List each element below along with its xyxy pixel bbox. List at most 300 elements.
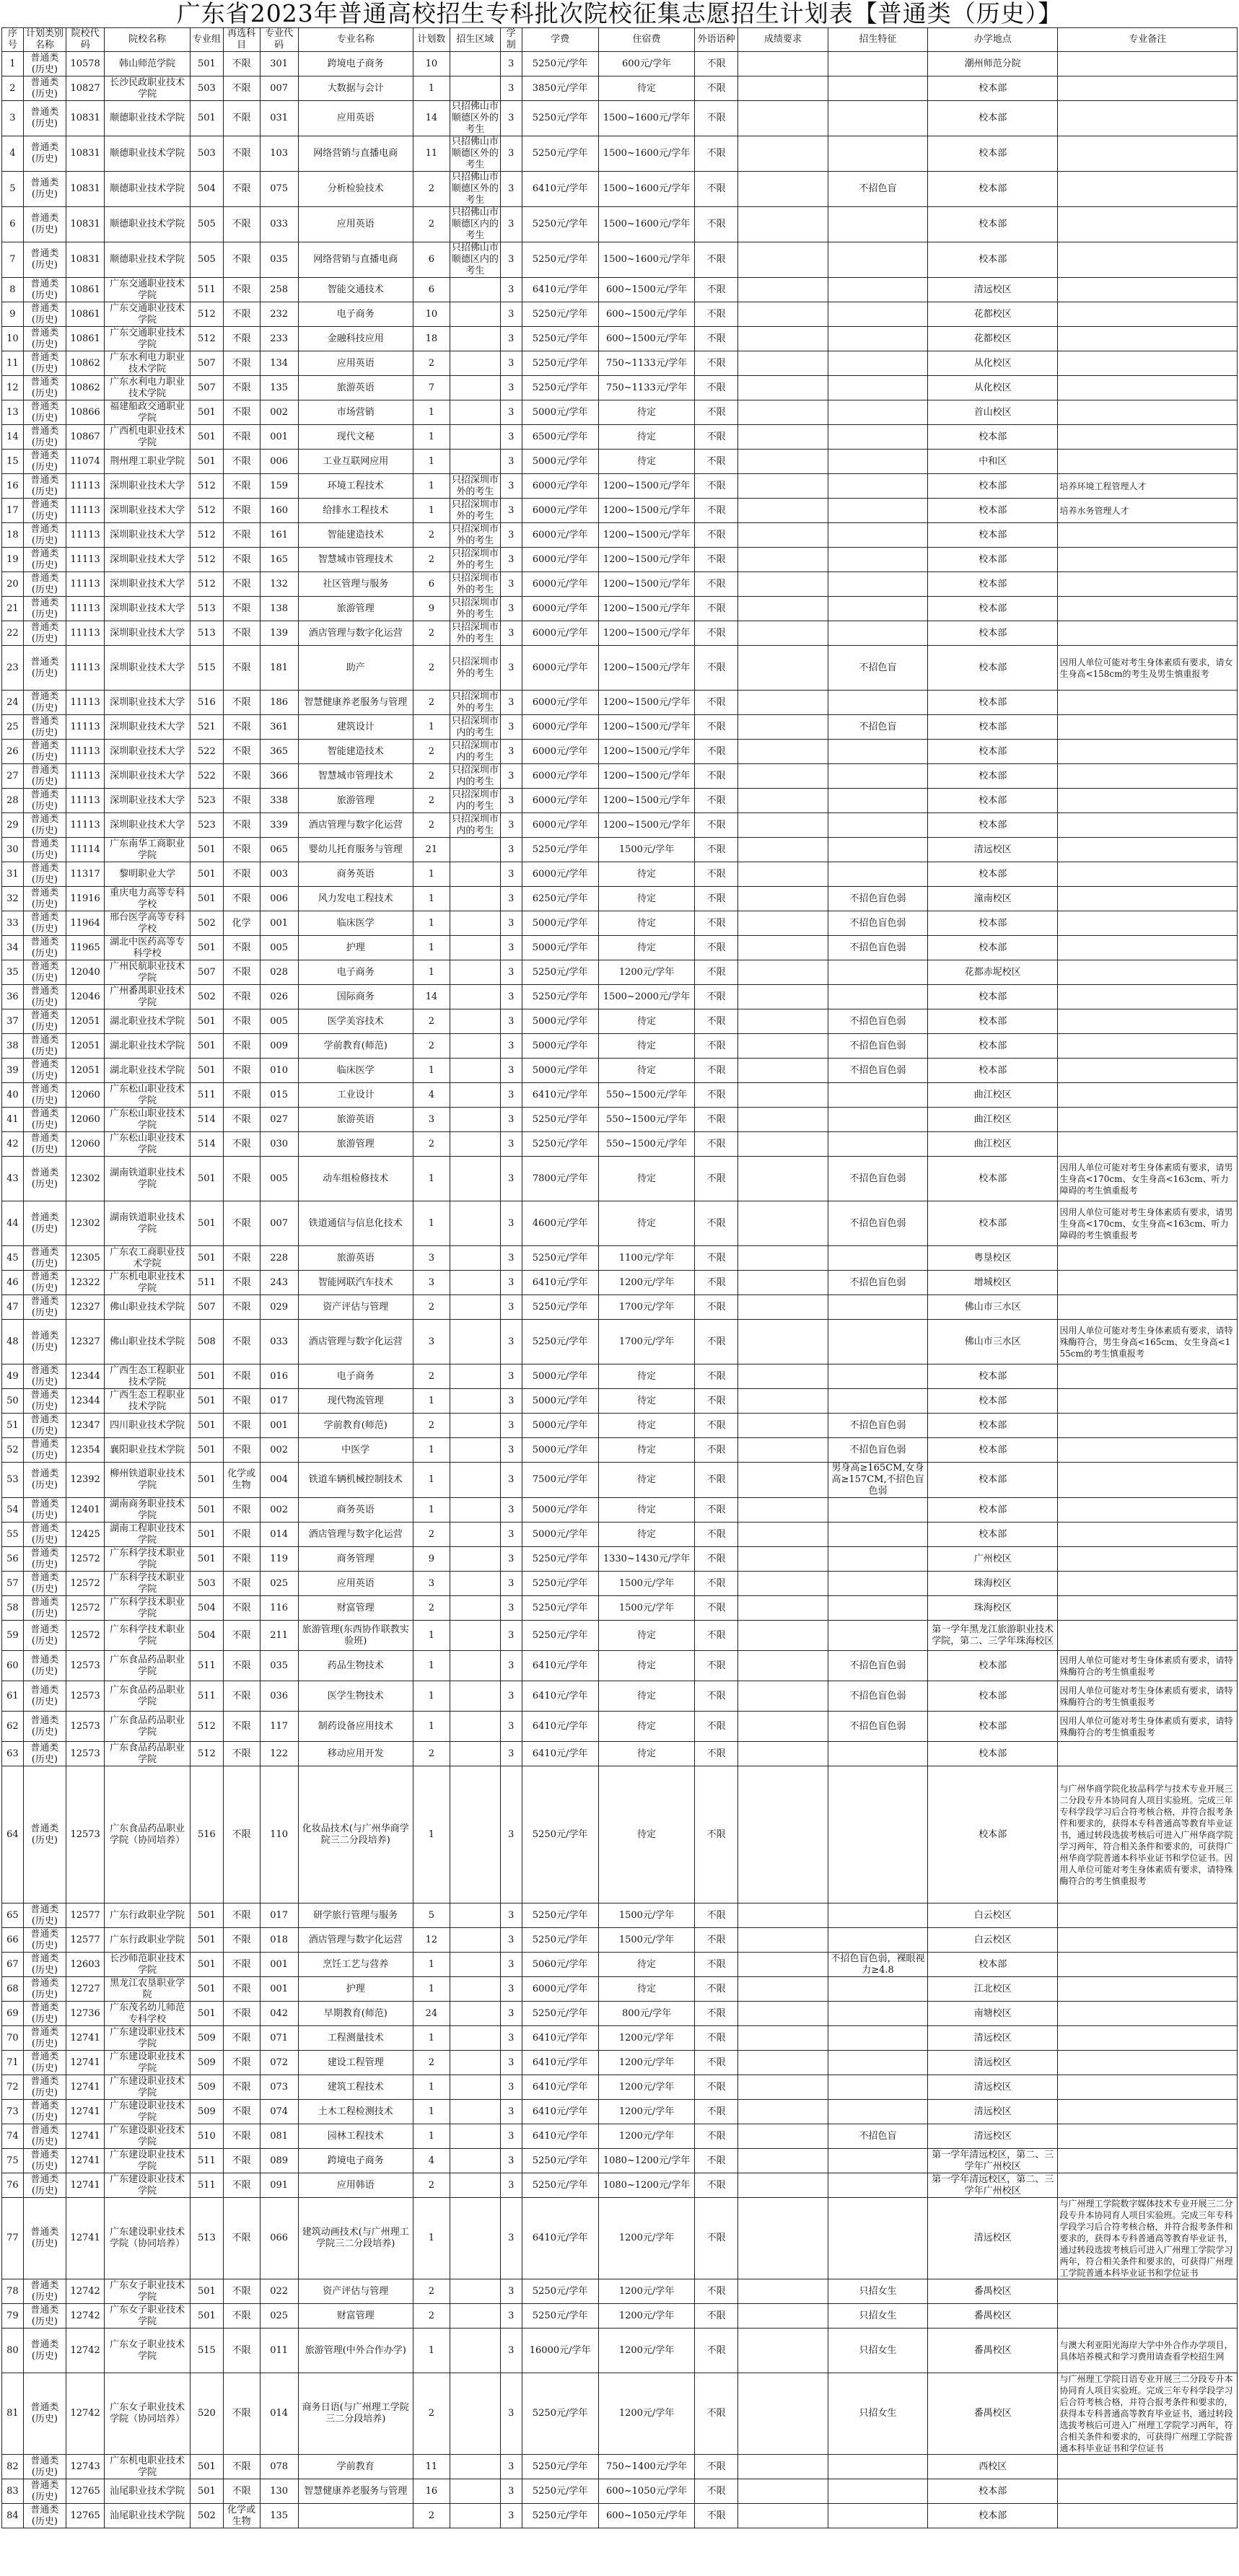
- seq-cell: 11: [2, 351, 24, 376]
- seq-cell: 45: [2, 1246, 24, 1271]
- plan-type-cell: 普通类(历史): [23, 764, 66, 789]
- language-cell: 不限: [695, 1547, 737, 1572]
- language-cell: 不限: [695, 2051, 737, 2075]
- accommodation-cell: 1200~1500元/学年: [598, 499, 695, 523]
- table-row: [2, 523, 1238, 548]
- score-req-cell: [737, 740, 828, 764]
- table-row: [2, 2279, 1238, 2304]
- duration-cell: 3: [500, 936, 522, 960]
- major-code-cell: 365: [260, 740, 298, 764]
- table-row: [2, 960, 1238, 985]
- language-cell: 不限: [695, 2504, 737, 2528]
- major-code-cell: 027: [260, 1108, 298, 1132]
- major-code-cell: 073: [260, 2075, 298, 2100]
- major-name-cell: 工业互联网应用: [298, 450, 413, 474]
- school-name-cell: 深圳职业技术大学: [105, 646, 191, 691]
- duration-cell: 3: [500, 1596, 522, 1621]
- language-cell: 不限: [695, 813, 737, 838]
- enroll-feature-cell: [828, 862, 928, 887]
- seq-cell: 44: [2, 1201, 24, 1246]
- enroll-feature-cell: [828, 474, 928, 499]
- accommodation-cell: 550~1500元/学年: [598, 1132, 695, 1157]
- enroll-feature-cell: [828, 523, 928, 548]
- score-req-cell: [737, 1059, 828, 1083]
- accommodation-cell: 1200~1500元/学年: [598, 523, 695, 548]
- plan-type-cell: 普通类(历史): [23, 960, 66, 985]
- major-name-cell: 中医学: [298, 1438, 413, 1463]
- enroll-region-cell: 只招深圳市外的考生: [450, 499, 500, 523]
- plan-count-cell: 4: [413, 2149, 450, 2173]
- plan-count-cell: 2: [413, 2373, 450, 2455]
- plan-count-cell: 1: [413, 2026, 450, 2051]
- major-code-cell: 066: [260, 2198, 298, 2279]
- plan-type-cell: 普通类(历史): [23, 1498, 66, 1523]
- school-code-cell: 12051: [66, 1034, 105, 1059]
- major-note-cell: [1058, 1083, 1238, 1108]
- seq-cell: 40: [2, 1083, 24, 1108]
- major-group-cell: 501: [191, 1414, 224, 1438]
- score-req-cell: [737, 838, 828, 862]
- duration-cell: 3: [500, 2504, 522, 2528]
- language-cell: 不限: [695, 2075, 737, 2100]
- major-code-cell: 009: [260, 1034, 298, 1059]
- major-name-cell: 应用韩语: [298, 2173, 413, 2198]
- plan-count-cell: 1: [413, 887, 450, 911]
- table-row: [2, 1651, 1238, 1681]
- tuition-cell: 5250元/学年: [522, 207, 598, 242]
- duration-cell: 3: [500, 1438, 522, 1463]
- major-note-cell: [1058, 1271, 1238, 1295]
- major-group-cell: 501: [191, 1977, 224, 2002]
- major-note-cell: 因用人单位可能对考生身体素质有要求，请男生身高<170cm、女生身高<163cm、听力障碍的考生慎重报考: [1058, 1201, 1238, 1246]
- school-name-cell: 广东建设职业技术学院: [105, 2051, 191, 2075]
- header-cell: 学费: [522, 28, 598, 52]
- major-group-cell: 512: [191, 1742, 224, 1766]
- tuition-cell: 5250元/学年: [522, 1928, 598, 1953]
- accommodation-cell: 1500~1600元/学年: [598, 242, 695, 278]
- school-code-cell: 12741: [66, 2124, 105, 2149]
- school-code-cell: 11113: [66, 715, 105, 740]
- tuition-cell: 5250元/学年: [522, 376, 598, 400]
- school-code-cell: 12741: [66, 2075, 105, 2100]
- major-name-cell: 环境工程技术: [298, 474, 413, 499]
- duration-cell: 3: [500, 1364, 522, 1389]
- major-group-cell: 509: [191, 2075, 224, 2100]
- major-name-cell: 智慧健康养老服务与管理: [298, 691, 413, 715]
- major-note-cell: 与广州华商学院化妆品科学与技术专业开展三二分段专升本协同育人项目实验班。完成三年专科学段学习后合符考核合格，并符合报考条件和要求的，获得本专科普通高等教育毕业证书，通过转段选拔考核后可进入广州华商学院学习两年，符合相关条件和要求的，可获得广州华商学院普通本科毕业证书和学位证书。因用人单位可能对考生身体素质有要求，请特殊酶符合的考生慎重报考: [1058, 1766, 1238, 1903]
- enroll-region-cell: [450, 2075, 500, 2100]
- enroll-region-cell: [450, 1572, 500, 1596]
- tuition-cell: 5250元/学年: [522, 1621, 598, 1651]
- enroll-feature-cell: 只招女生: [828, 2329, 928, 2373]
- major-code-cell: 132: [260, 572, 298, 597]
- enroll-region-cell: [450, 1928, 500, 1953]
- duration-cell: 3: [500, 621, 522, 646]
- enroll-region-cell: [450, 1953, 500, 1977]
- plan-count-cell: 1: [413, 2124, 450, 2149]
- tuition-cell: 6000元/学年: [522, 862, 598, 887]
- plan-type-cell: 普通类(历史): [23, 1414, 66, 1438]
- plan-count-cell: 2: [413, 523, 450, 548]
- duration-cell: 3: [500, 101, 522, 136]
- major-name-cell: 电子商务: [298, 302, 413, 327]
- enroll-feature-cell: 不招色盲: [828, 2124, 928, 2149]
- table-row: [2, 764, 1238, 789]
- enroll-region-cell: 只招佛山市顺德区外的考生: [450, 172, 500, 207]
- tuition-cell: 6000元/学年: [522, 764, 598, 789]
- campus-cell: 校本部: [928, 242, 1058, 278]
- major-name-cell: 财富管理: [298, 2304, 413, 2329]
- plan-count-cell: 11: [413, 2455, 450, 2479]
- table-row: [2, 1742, 1238, 1766]
- enroll-region-cell: [450, 2149, 500, 2173]
- major-note-cell: [1058, 1953, 1238, 1977]
- table-row: [2, 1320, 1238, 1364]
- subject-req-cell: 化学或生物: [223, 2504, 260, 2528]
- plan-type-cell: 普通类(历史): [23, 1364, 66, 1389]
- table-row: [2, 1621, 1238, 1651]
- campus-cell: 校本部: [928, 764, 1058, 789]
- school-name-cell: 深圳职业技术大学: [105, 523, 191, 548]
- seq-cell: 67: [2, 1953, 24, 1977]
- enroll-feature-cell: [828, 1977, 928, 2002]
- seq-cell: 65: [2, 1903, 24, 1928]
- plan-type-cell: 普通类(历史): [23, 242, 66, 278]
- major-group-cell: 501: [191, 1059, 224, 1083]
- seq-cell: 16: [2, 474, 24, 499]
- major-group-cell: 501: [191, 936, 224, 960]
- tuition-cell: 3850元/学年: [522, 76, 598, 101]
- accommodation-cell: 1200~1500元/学年: [598, 548, 695, 572]
- enroll-region-cell: [450, 2504, 500, 2528]
- score-req-cell: [737, 1414, 828, 1438]
- seq-cell: 78: [2, 2279, 24, 2304]
- enroll-feature-cell: [828, 838, 928, 862]
- tuition-cell: 6410元/学年: [522, 1742, 598, 1766]
- subject-req-cell: 不限: [223, 2075, 260, 2100]
- plan-count-cell: 1: [413, 450, 450, 474]
- seq-cell: 13: [2, 400, 24, 425]
- school-name-cell: 广东建设职业技术学院: [105, 2075, 191, 2100]
- seq-cell: 64: [2, 1766, 24, 1903]
- score-req-cell: [737, 207, 828, 242]
- language-cell: 不限: [695, 1621, 737, 1651]
- plan-type-cell: 普通类(历史): [23, 2002, 66, 2026]
- seq-cell: 83: [2, 2479, 24, 2504]
- enroll-region-cell: [450, 1523, 500, 1547]
- seq-cell: 53: [2, 1463, 24, 1498]
- duration-cell: 3: [500, 1320, 522, 1364]
- score-req-cell: [737, 936, 828, 960]
- enroll-feature-cell: 不招色盲色弱: [828, 1438, 928, 1463]
- tuition-cell: 5250元/学年: [522, 242, 598, 278]
- language-cell: 不限: [695, 376, 737, 400]
- plan-count-cell: 21: [413, 838, 450, 862]
- accommodation-cell: 待定: [598, 1414, 695, 1438]
- language-cell: 不限: [695, 425, 737, 450]
- school-name-cell: 广东食品药品职业学院（协同培养）: [105, 1766, 191, 1903]
- enroll-feature-cell: [828, 1132, 928, 1157]
- accommodation-cell: 待定: [598, 1009, 695, 1034]
- enroll-feature-cell: [828, 621, 928, 646]
- major-group-cell: 501: [191, 101, 224, 136]
- school-name-cell: 广东农工商职业技术学院: [105, 1246, 191, 1271]
- major-note-cell: [1058, 1438, 1238, 1463]
- major-note-cell: [1058, 572, 1238, 597]
- enroll-region-cell: [450, 1271, 500, 1295]
- score-req-cell: [737, 101, 828, 136]
- score-req-cell: [737, 548, 828, 572]
- major-name-cell: 旅游管理(东西协作联教实验班): [298, 1621, 413, 1651]
- duration-cell: 3: [500, 523, 522, 548]
- accommodation-cell: 1200~1500元/学年: [598, 764, 695, 789]
- duration-cell: 3: [500, 1681, 522, 1712]
- tuition-cell: 6000元/学年: [522, 740, 598, 764]
- score-req-cell: [737, 376, 828, 400]
- score-req-cell: [737, 474, 828, 499]
- major-name-cell: 智慧城市管理技术: [298, 548, 413, 572]
- school-name-cell: 广东松山职业技术学院: [105, 1132, 191, 1157]
- score-req-cell: [737, 1621, 828, 1651]
- tuition-cell: 6000元/学年: [522, 646, 598, 691]
- major-name-cell: 商务日语(与广州理工学院三二分段培养): [298, 2373, 413, 2455]
- seq-cell: 39: [2, 1059, 24, 1083]
- plan-type-cell: 普通类(历史): [23, 1108, 66, 1132]
- major-code-cell: 228: [260, 1246, 298, 1271]
- accommodation-cell: 1200元/学年: [598, 2026, 695, 2051]
- campus-cell: 校本部: [928, 597, 1058, 621]
- major-note-cell: [1058, 242, 1238, 278]
- major-name-cell: 护理: [298, 1977, 413, 2002]
- school-code-cell: 11113: [66, 646, 105, 691]
- score-req-cell: [737, 1295, 828, 1320]
- table-row: [2, 911, 1238, 936]
- header-cell: 院校代码: [66, 28, 105, 52]
- duration-cell: 3: [500, 52, 522, 76]
- school-name-cell: 深圳职业技术大学: [105, 597, 191, 621]
- major-group-cell: 512: [191, 548, 224, 572]
- seq-cell: 81: [2, 2373, 24, 2455]
- major-note-cell: [1058, 1295, 1238, 1320]
- language-cell: 不限: [695, 1364, 737, 1389]
- major-note-cell: 与澳大利亚阳光海岸大学中外合作办学项目，具体培养模式和学习费用请查看学校招生网: [1058, 2329, 1238, 2373]
- plan-type-cell: 普通类(历史): [23, 862, 66, 887]
- header-cell: 外语语种: [695, 28, 737, 52]
- duration-cell: 3: [500, 960, 522, 985]
- enroll-feature-cell: 不招色盲色弱，裸眼视力≥4.8: [828, 1953, 928, 1977]
- accommodation-cell: 待定: [598, 862, 695, 887]
- major-name-cell: 助产: [298, 646, 413, 691]
- accommodation-cell: 1500元/学年: [598, 1596, 695, 1621]
- enroll-region-cell: [450, 1157, 500, 1201]
- language-cell: 不限: [695, 207, 737, 242]
- subject-req-cell: 不限: [223, 789, 260, 813]
- tuition-cell: 16000元/学年: [522, 2329, 598, 2373]
- tuition-cell: 6000元/学年: [522, 474, 598, 499]
- plan-count-cell: 1: [413, 400, 450, 425]
- plan-count-cell: 1: [413, 1712, 450, 1742]
- score-req-cell: [737, 76, 828, 101]
- language-cell: 不限: [695, 101, 737, 136]
- score-req-cell: [737, 52, 828, 76]
- major-code-cell: 232: [260, 302, 298, 327]
- tuition-cell: 5250元/学年: [522, 2002, 598, 2026]
- school-code-cell: 12741: [66, 2198, 105, 2279]
- table-row: [2, 278, 1238, 302]
- header-cell: 序号: [2, 28, 24, 52]
- duration-cell: 3: [500, 2051, 522, 2075]
- score-req-cell: [737, 1681, 828, 1712]
- plan-count-cell: 10: [413, 302, 450, 327]
- school-code-cell: 10861: [66, 327, 105, 351]
- campus-cell: 广州校区: [928, 1547, 1058, 1572]
- major-code-cell: 078: [260, 2455, 298, 2479]
- school-name-cell: 广东科学技术职业学院: [105, 1572, 191, 1596]
- duration-cell: 3: [500, 715, 522, 740]
- campus-cell: 清远校区: [928, 2124, 1058, 2149]
- subject-req-cell: 不限: [223, 474, 260, 499]
- school-code-cell: 11113: [66, 523, 105, 548]
- subject-req-cell: 不限: [223, 1320, 260, 1364]
- school-code-cell: 12573: [66, 1651, 105, 1681]
- language-cell: 不限: [695, 327, 737, 351]
- subject-req-cell: 不限: [223, 2100, 260, 2124]
- major-note-cell: 因用人单位可能对考生身体素质有要求，请特殊酶符合的考生慎重报考: [1058, 1681, 1238, 1712]
- major-code-cell: 366: [260, 764, 298, 789]
- seq-cell: 68: [2, 1977, 24, 2002]
- score-req-cell: [737, 789, 828, 813]
- major-name-cell: 旅游管理: [298, 789, 413, 813]
- duration-cell: 3: [500, 2304, 522, 2329]
- language-cell: 不限: [695, 1712, 737, 1742]
- table-row: [2, 400, 1238, 425]
- major-name-cell: 铁道通信与信息化技术: [298, 1201, 413, 1246]
- major-name-cell: 商务管理: [298, 1547, 413, 1572]
- major-code-cell: 005: [260, 1009, 298, 1034]
- duration-cell: 3: [500, 136, 522, 172]
- major-note-cell: [1058, 1903, 1238, 1928]
- tuition-cell: 6000元/学年: [522, 548, 598, 572]
- enroll-region-cell: [450, 1438, 500, 1463]
- accommodation-cell: 待定: [598, 1766, 695, 1903]
- table-row: [2, 1389, 1238, 1414]
- major-group-cell: 507: [191, 351, 224, 376]
- major-name-cell: 资产评估与管理: [298, 1295, 413, 1320]
- accommodation-cell: 待定: [598, 1201, 695, 1246]
- seq-cell: 33: [2, 911, 24, 936]
- score-req-cell: [737, 1438, 828, 1463]
- subject-req-cell: 不限: [223, 2051, 260, 2075]
- plan-type-cell: 普通类(历史): [23, 1157, 66, 1201]
- campus-cell: 番禺校区: [928, 2329, 1058, 2373]
- campus-cell: 校本部: [928, 862, 1058, 887]
- major-note-cell: [1058, 1928, 1238, 1953]
- plan-type-cell: 普通类(历史): [23, 2124, 66, 2149]
- enroll-region-cell: [450, 302, 500, 327]
- plan-count-cell: 1: [413, 1157, 450, 1201]
- score-req-cell: [737, 2124, 828, 2149]
- school-name-cell: 顺德职业技术学院: [105, 242, 191, 278]
- table-row: [2, 1083, 1238, 1108]
- plan-type-cell: 普通类(历史): [23, 1766, 66, 1903]
- major-note-cell: [1058, 715, 1238, 740]
- plan-count-cell: 1: [413, 1498, 450, 1523]
- campus-cell: 校本部: [928, 1157, 1058, 1201]
- seq-cell: 20: [2, 572, 24, 597]
- score-req-cell: [737, 1157, 828, 1201]
- subject-req-cell: 不限: [223, 2373, 260, 2455]
- duration-cell: 3: [500, 1903, 522, 1928]
- table-row: [2, 474, 1238, 499]
- major-note-cell: [1058, 2479, 1238, 2504]
- plan-type-cell: 普通类(历史): [23, 101, 66, 136]
- seq-cell: 72: [2, 2075, 24, 2100]
- plan-type-cell: 普通类(历史): [23, 597, 66, 621]
- duration-cell: 3: [500, 2173, 522, 2198]
- major-code-cell: 211: [260, 1621, 298, 1651]
- table-row: [2, 207, 1238, 242]
- major-group-cell: 501: [191, 450, 224, 474]
- enroll-region-cell: [450, 1681, 500, 1712]
- plan-type-cell: 普通类(历史): [23, 572, 66, 597]
- seq-cell: 7: [2, 242, 24, 278]
- plan-type-cell: 普通类(历史): [23, 2279, 66, 2304]
- plan-count-cell: 1: [413, 1953, 450, 1977]
- duration-cell: 3: [500, 1108, 522, 1132]
- accommodation-cell: 待定: [598, 1059, 695, 1083]
- major-group-cell: 502: [191, 985, 224, 1009]
- school-name-cell: 黑龙江农垦职业学院: [105, 1977, 191, 2002]
- major-group-cell: 520: [191, 2373, 224, 2455]
- accommodation-cell: 1200元/学年: [598, 960, 695, 985]
- tuition-cell: 6000元/学年: [522, 621, 598, 646]
- language-cell: 不限: [695, 1903, 737, 1928]
- school-name-cell: 湖北中医药高等专科学校: [105, 936, 191, 960]
- table-row: [2, 2198, 1238, 2279]
- duration-cell: 3: [500, 1201, 522, 1246]
- major-name-cell: 建筑设计: [298, 715, 413, 740]
- plan-count-cell: 1: [413, 1766, 450, 1903]
- score-req-cell: [737, 960, 828, 985]
- plan-type-cell: 普通类(历史): [23, 1547, 66, 1572]
- school-name-cell: 深圳职业技术大学: [105, 572, 191, 597]
- school-code-cell: 12302: [66, 1201, 105, 1246]
- language-cell: 不限: [695, 621, 737, 646]
- school-code-cell: 12425: [66, 1523, 105, 1547]
- school-name-cell: 广东交通职业技术学院: [105, 278, 191, 302]
- plan-type-cell: 普通类(历史): [23, 499, 66, 523]
- major-name-cell: 建筑动画技术(与广州理工学院三二分段培养): [298, 2198, 413, 2279]
- major-group-cell: 501: [191, 1953, 224, 1977]
- accommodation-cell: 待定: [598, 1498, 695, 1523]
- plan-type-cell: 普通类(历史): [23, 1320, 66, 1364]
- major-code-cell: 159: [260, 474, 298, 499]
- seq-cell: 37: [2, 1009, 24, 1034]
- enroll-feature-cell: [828, 572, 928, 597]
- tuition-cell: 6410元/学年: [522, 1681, 598, 1712]
- enroll-feature-cell: [828, 450, 928, 474]
- header-cell: 招生区域: [450, 28, 500, 52]
- major-name-cell: 智慧健康养老服务与管理: [298, 2479, 413, 2504]
- accommodation-cell: 待定: [598, 911, 695, 936]
- tuition-cell: 5250元/学年: [522, 327, 598, 351]
- enroll-feature-cell: 不招色盲: [828, 172, 928, 207]
- school-name-cell: 襄阳职业技术学院: [105, 1438, 191, 1463]
- accommodation-cell: 1200~1500元/学年: [598, 715, 695, 740]
- major-note-cell: [1058, 1389, 1238, 1414]
- tuition-cell: 5250元/学年: [522, 960, 598, 985]
- seq-cell: 52: [2, 1438, 24, 1463]
